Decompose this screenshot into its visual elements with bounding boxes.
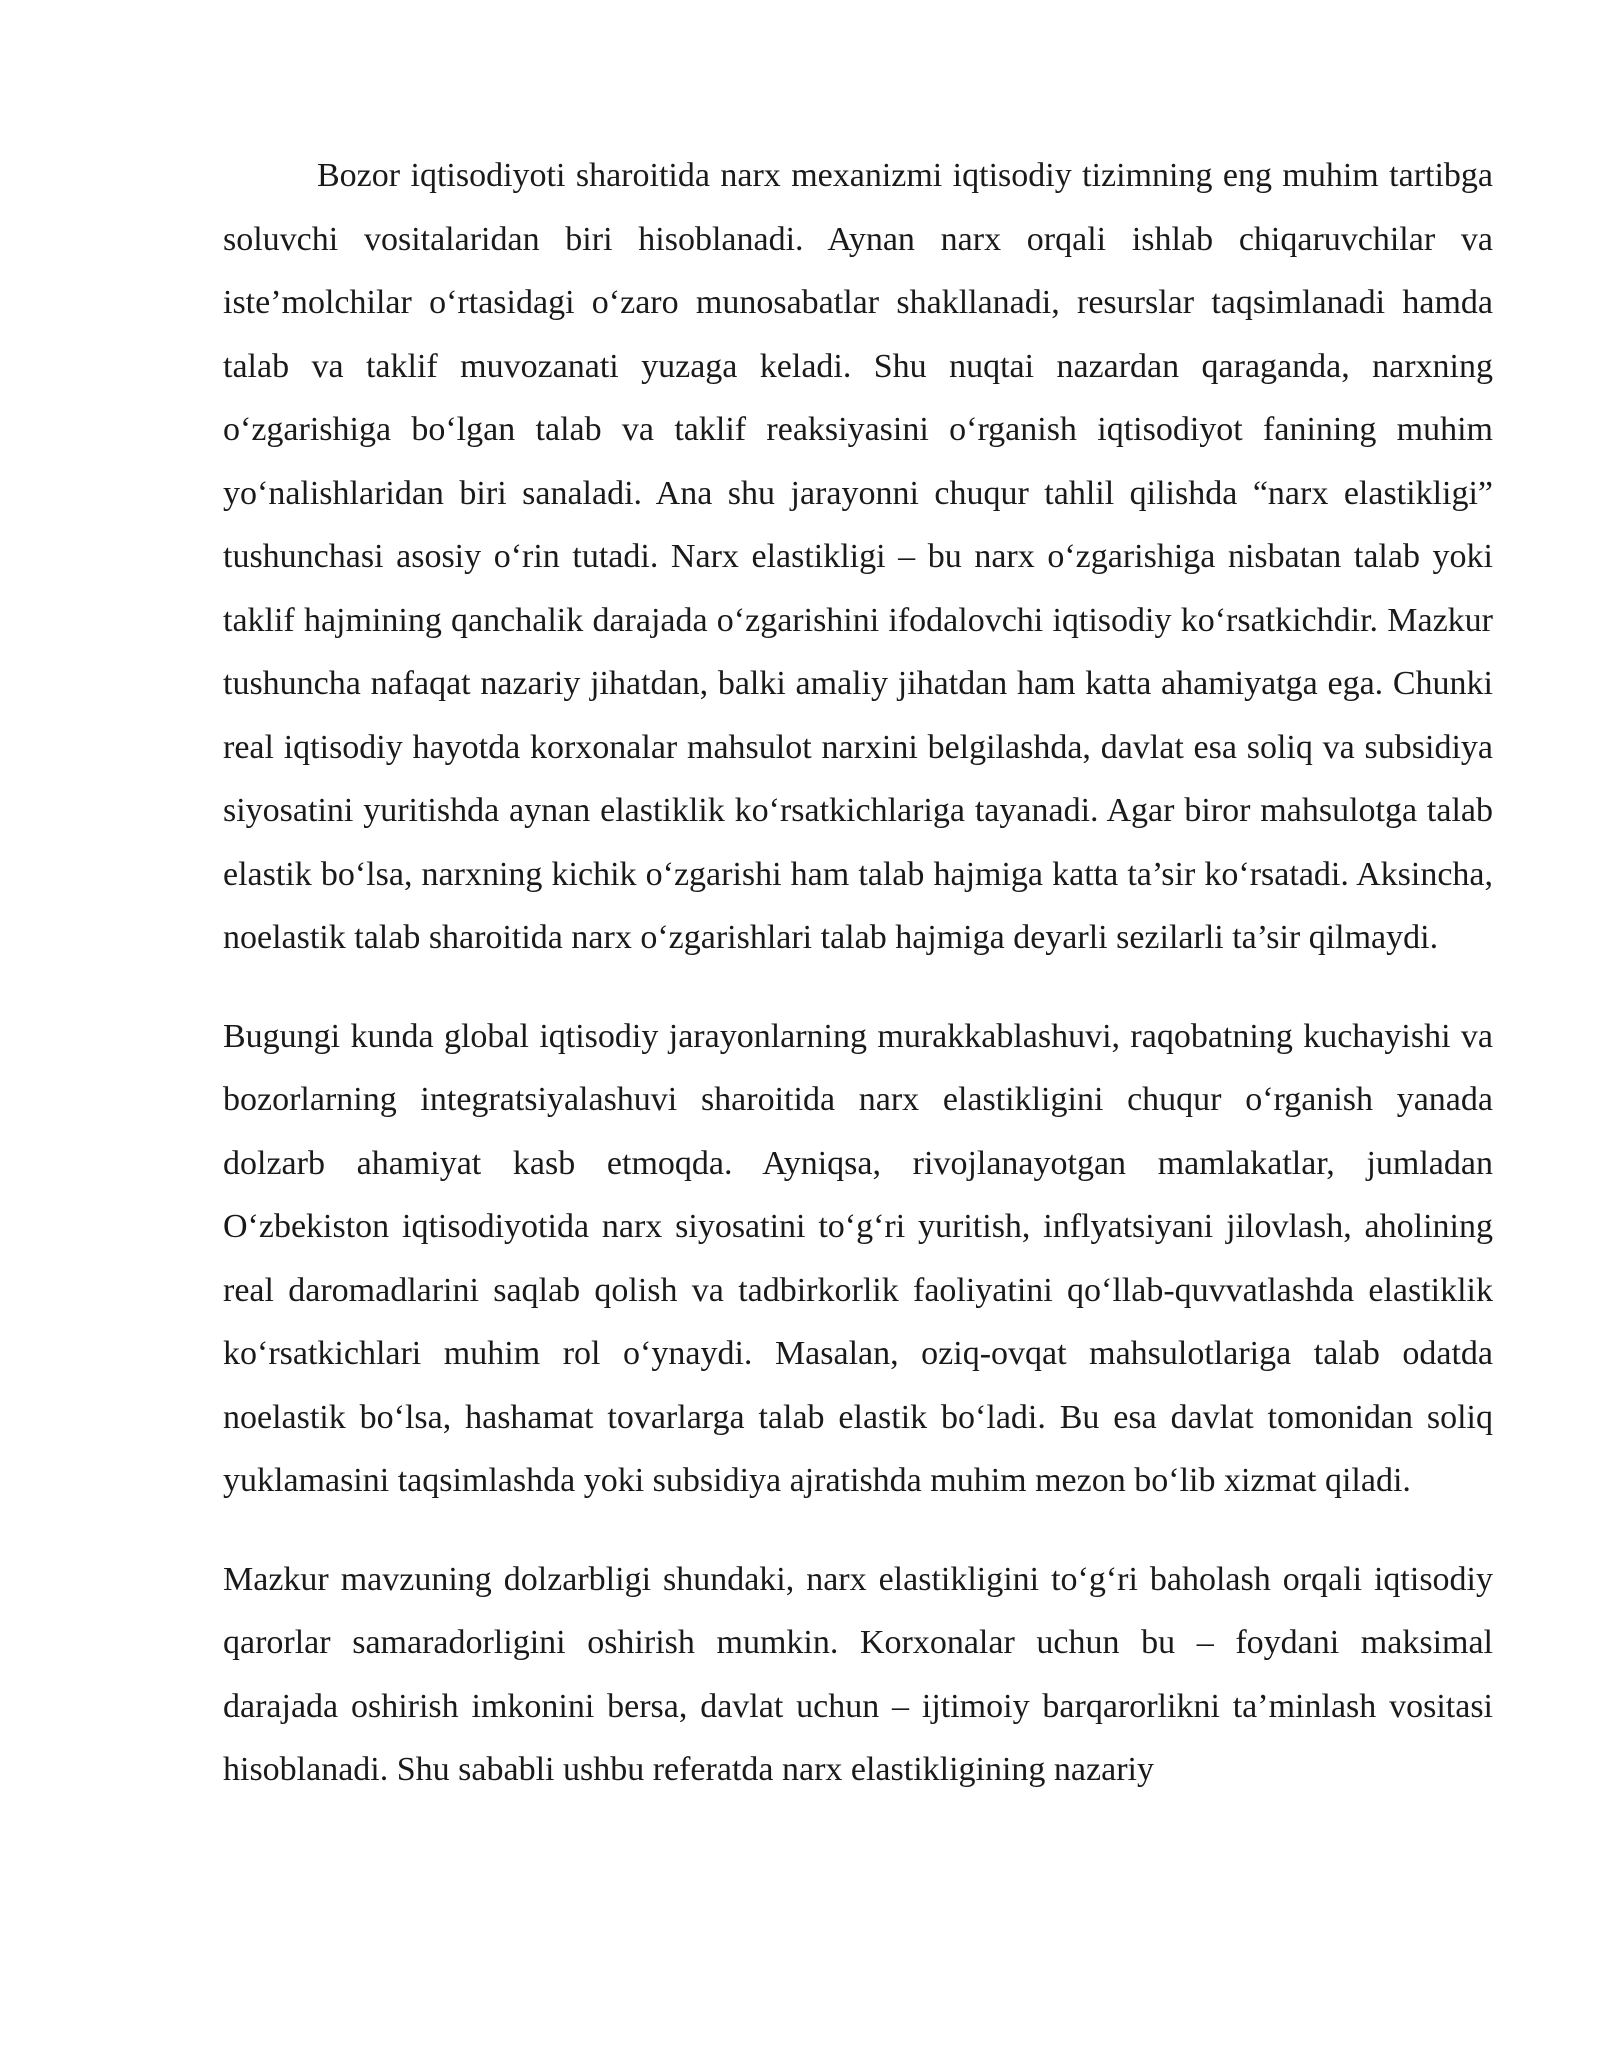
document-body (223, 144, 1493, 1802)
paragraph-intro: Bozor iqtisodiyoti sharoitida narx mexanizmi iqtisodiy tizimning eng muhim tartibga soluvchi vositalaridan biri hisoblanadi. Aynan narx orqali ishlab chiqaruvchilar va iste’molchilar o‘rtasidagi o‘zaro munosabatlar shakllanadi, resurslar taqsimlanadi hamda talab va taklif muvozanati yuzaga keladi. Shu nuqtai nazardan qaraganda, narxning o‘zgarishiga bo‘lgan talab va taklif reaksiyasini o‘rganish iqtisodiyot fanining muhim yo‘nalishlaridan biri sanaladi. Ana shu jarayonni chuqur tahlil qilishda “narx elastikligi” tushunchasi asosiy o‘rin tutadi. Narx elastikligi – bu narx o‘zgarishiga nisbatan talab yoki taklif hajmining qanchalik darajada o‘zgarishini ifodalovchi iqtisodiy ko‘rsatkichdir. Mazkur tushuncha nafaqat nazariy jihatdan, balki amaliy jihatdan ham katta ahamiyatga ega. Chunki real iqtisodiy hayotda korxonalar mahsulot narxini belgilashda, davlat esa soliq va subsidiya siyosatini yuritishda aynan elastiklik ko‘rsatkichlariga tayanadi. Agar biror mahsulotga talab elastik bo‘lsa, narxning kichik o‘zgarishi ham talab hajmiga katta ta’sir ko‘rsatadi. Aksincha, noelastik talab sharoitida narx o‘zgarishlari talab hajmiga deyarli sezilarli ta’sir qilmaydi. (223, 157, 1493, 956)
paragraph-relevance: Mazkur mavzuning dolzarbligi shundaki, narx elastikligini to‘g‘ri baholash orqali iqtisodiy qarorlar samaradorligini oshirish mumkin. Korxonalar uchun bu – foydani maksimal darajada oshirish imkonini bersa, davlat uchun – ijtimoiy barqarorlikni ta’minlash vositasi hisoblanadi. Shu sababli ushbu referatda narx elastikligining nazariy (223, 1560, 1493, 1788)
paragraph-global-context: Bugungi kunda global iqtisodiy jarayonlarning murakkablashuvi, raqobatning kuchayishi va bozorlarning integratsiyalashuvi sharoitida narx elastikligini chuqur o‘rganish yanada dolzarb ahamiyat kasb etmoqda. Ayniqsa, rivojlanayotgan mamlakatlar, jumladan O‘zbekiston iqtisodiyotida narx siyosatini to‘g‘ri yuritish, inflyatsiyani jilovlash, aholining real daromadlarini saqlab qolish va tadbirkorlik faoliyatini qo‘llab-quvvatlashda elastiklik ko‘rsatkichlari muhim rol o‘ynaydi. Masalan, oziq-ovqat mahsulotlariga talab odatda noelastik bo‘lsa, hashamat tovarlarga talab elastik bo‘ladi. Bu esa davlat tomonidan soliq yuklamasini taqsimlashda yoki subsidiya ajratishda muhim mezon bo‘lib xizmat qiladi. (223, 1017, 1493, 1499)
